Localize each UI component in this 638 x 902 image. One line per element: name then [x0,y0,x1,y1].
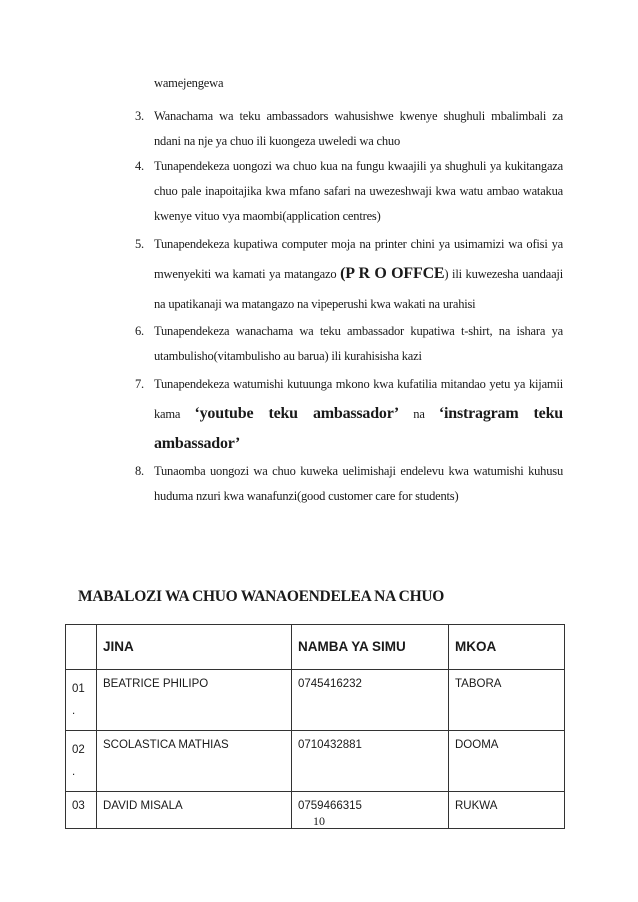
item-text [154,369,563,459]
ambassadors-table [65,624,565,829]
youtube-emphasis: ‘youtube teku ambassador’ [194,405,400,422]
list-item [135,369,563,459]
list-item [135,319,563,369]
item-number: 7. [135,377,144,391]
header-phone: NAMBA YA SIMU [292,625,449,670]
row-phone: 0759466315 [292,792,449,829]
section-title: MABALOZI WA CHUO WANAOENDELEA NA CHUO [78,588,444,605]
item-text-middle: na [413,407,425,421]
header-name: JINA [97,625,292,670]
list-item [135,459,563,509]
item-number: 8. [135,464,144,478]
list-item [135,104,563,154]
recommendations-list [135,104,563,509]
row-region: TABORA [449,670,565,731]
item-text [154,229,563,319]
table-row [66,670,565,731]
table-header-row [66,625,565,670]
instagram-emphasis: ‘instragram teku ambassador’ [154,405,563,452]
item-text: Tunapendekeza wanachama wa teku ambassador kupatiwa t-shirt, na ishara ya utambulisho(vitambulisho au barua) ili kurahisisha kazi [154,324,563,363]
row-region: DOOMA [449,731,565,792]
item-number: 6. [135,324,144,338]
row-region: RUKWA [449,792,565,829]
continuation-text: wamejengewa [154,76,224,90]
item-text-before: Tunapendekeza watumishi kutuunga mkono kwa kufatilia mitandao yetu ya kijamii kama [154,377,563,421]
row-index: 03 [66,792,97,829]
item-number: 4. [135,159,144,173]
row-name: SCOLASTICA MATHIAS [97,731,292,792]
item-number: 5. [135,237,144,251]
row-name: DAVID MISALA [97,792,292,829]
list-item [135,154,563,229]
header-index [66,625,97,670]
pro-office-emphasis: (P R O OFFCE [340,265,445,282]
item-text-before: Tunapendekeza kupatiwa computer moja na printer chini ya usimamizi wa ofisi ya mwenyekiti wa kamati ya matangazo [154,237,563,281]
row-index: 01 . [66,670,97,731]
item-text: Wanachama wa teku ambassadors wahusishwe kwenye shughuli mbalimbali za ndani na nje ya chuo ili kuongeza uweledi wa chuo [154,109,563,148]
item-number: 3. [135,109,144,123]
row-phone: 0710432881 [292,731,449,792]
page-number: 10 [313,814,325,828]
item-text-after: ) ili kuwezesha uandaaji na upatikanaji wa matangazo na vipeperushi kwa wakati na urahisi [154,267,563,311]
table-row [66,731,565,792]
item-text: Tunaomba uongozi wa chuo kuweka uelimishaji endelevu kwa watumishi kuhusu huduma nzuri kwa wanafunzi(good customer care for students) [154,464,563,503]
list-item [135,229,563,319]
row-phone: 0745416232 [292,670,449,731]
row-name: BEATRICE PHILIPO [97,670,292,731]
row-index: 02 . [66,731,97,792]
item-text: Tunapendekeza uongozi wa chuo kua na fungu kwaajili ya shughuli ya kukitangaza chuo pale inapoitajika kwa mfano safari na uwezeshwaji kwa watu ambao watakua kwenye vituo vya maombi(application centres) [154,159,563,223]
header-region: MKOA [449,625,565,670]
